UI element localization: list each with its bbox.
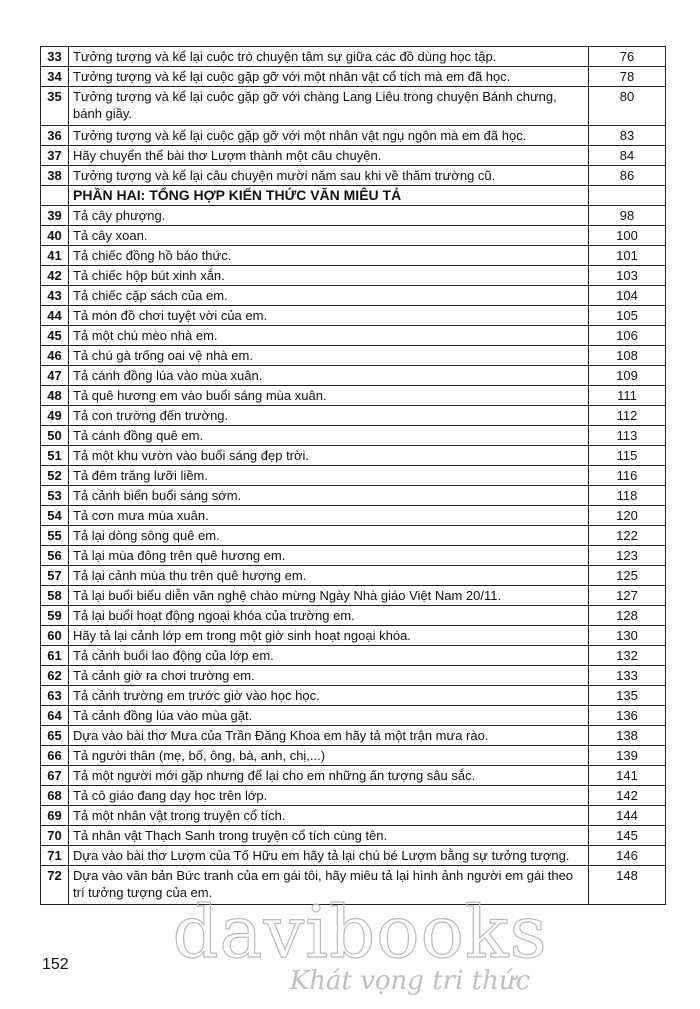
entry-number: 66 [41,746,69,766]
entry-title: Tả cảnh biển buổi sáng sớm. [69,486,589,506]
entry-page: 86 [589,166,666,186]
section-page-cell [589,186,666,206]
entry-page: 80 [589,87,666,126]
table-row [41,746,666,766]
entry-number: 70 [41,826,69,846]
entry-number: 38 [41,166,69,186]
entry-number: 49 [41,406,69,426]
entry-title: Tả một chú mèo nhà em. [69,326,589,346]
table-row [41,206,666,226]
entry-title: Tưởng tượng và kể lại cuộc gặp gỡ với chàng Lang Liêu trong chuyện Bánh chưng, bánh giầy. [69,87,589,126]
entry-number: 53 [41,486,69,506]
table-row [41,766,666,786]
entry-page: 139 [589,746,666,766]
entry-number: 36 [41,126,69,146]
entry-title: Tả cảnh giờ ra chơi trường em. [69,666,589,686]
entry-number: 72 [41,866,69,905]
table-row [41,566,666,586]
table-row [41,166,666,186]
entry-page: 103 [589,266,666,286]
entry-title: Tả đêm trăng lưỡi liềm. [69,466,589,486]
entry-number: 34 [41,67,69,87]
table-row [41,486,666,506]
entry-page: 122 [589,526,666,546]
entry-title: Dựa vào văn bản Bức tranh của em gái tôi, hãy miêu tả lại hình ảnh người em gái theo trí tưởng tượng của em. [69,866,589,905]
entry-title: Tả con trường đến trường. [69,406,589,426]
entry-page: 136 [589,706,666,726]
entry-page: 108 [589,346,666,366]
page-number: 152 [42,956,69,973]
table-row [41,87,666,126]
entry-page: 127 [589,586,666,606]
entry-title: Tả cảnh trường em trước giờ vào học học. [69,686,589,706]
entry-number: 61 [41,646,69,666]
entry-page: 98 [589,206,666,226]
table-row [41,406,666,426]
entry-number: 35 [41,87,69,126]
entry-number: 56 [41,546,69,566]
entry-title: Tả lại mùa đông trên quê hương em. [69,546,589,566]
entry-number: 39 [41,206,69,226]
entry-page: 135 [589,686,666,706]
entry-number: 33 [41,47,69,67]
entry-page: 101 [589,246,666,266]
entry-title: Tả người thân (mẹ, bố, ông, bà, anh, chị,...) [69,746,589,766]
entry-number: 60 [41,626,69,646]
entry-number: 45 [41,326,69,346]
entry-page: 142 [589,786,666,806]
table-row [41,226,666,246]
entry-page: 111 [589,386,666,406]
watermark-logo: davibooks [172,890,548,974]
entry-number: 41 [41,246,69,266]
entry-number: 68 [41,786,69,806]
table-row [41,546,666,566]
entry-page: 115 [589,446,666,466]
table-row [41,246,666,266]
entry-page: 100 [589,226,666,246]
entry-number: 58 [41,586,69,606]
table-row [41,346,666,366]
table-row [41,466,666,486]
entry-title: Tả chú gà trống oai vệ nhà em. [69,346,589,366]
entry-title: Dựa vào bài thơ Mưa của Trần Đăng Khoa em hãy tả một trận mưa rào. [69,726,589,746]
entry-page: 146 [589,846,666,866]
watermark-tagline: Khát vọng tri thức [289,966,531,996]
entry-number: 67 [41,766,69,786]
table-row [41,366,666,386]
entry-title: Tả cảnh đồng lúa vào mùa gặt. [69,706,589,726]
table-row [41,386,666,406]
entry-number: 54 [41,506,69,526]
table-row [41,646,666,666]
entry-title: Tả lại buổi biểu diễn văn nghệ chào mừng Ngày Nhà giáo Việt Nam 20/11. [69,586,589,606]
entry-title: Tả cánh đồng quê em. [69,426,589,446]
entry-number: 48 [41,386,69,406]
entry-title: Tả quê hương em vào buổi sáng mùa xuân. [69,386,589,406]
section-row [41,186,666,206]
entry-page: 112 [589,406,666,426]
entry-number: 52 [41,466,69,486]
table-row [41,826,666,846]
entry-number: 46 [41,346,69,366]
table-row [41,306,666,326]
entry-page: 109 [589,366,666,386]
entry-number: 71 [41,846,69,866]
table-row [41,806,666,826]
entry-title: Tả lại buổi hoạt động ngoại khóa của trường em. [69,606,589,626]
table-row [41,266,666,286]
entry-number: 50 [41,426,69,446]
entry-number: 42 [41,266,69,286]
table-row [41,606,666,626]
entry-number: 69 [41,806,69,826]
entry-number: 59 [41,606,69,626]
section-number-cell [41,186,69,206]
entry-page: 148 [589,866,666,905]
entry-title: Tả cảnh buổi lao động của lớp em. [69,646,589,666]
table-of-contents [40,46,666,905]
entry-title: Tả cơn mưa mùa xuân. [69,506,589,526]
entry-page: 130 [589,626,666,646]
entry-page: 141 [589,766,666,786]
entry-number: 37 [41,146,69,166]
entry-title: Tưởng tượng và kể lại câu chuyện mười năm sau khi về thăm trường cũ. [69,166,589,186]
entry-number: 65 [41,726,69,746]
entry-page: 104 [589,286,666,306]
entry-page: 132 [589,646,666,666]
table-row [41,446,666,466]
entry-title: Tả nhân vật Thạch Sanh trong truyện cổ tích cùng tên. [69,826,589,846]
table-row [41,626,666,646]
entry-title: Tả chiếc cặp sách của em. [69,286,589,306]
entry-page: 78 [589,67,666,87]
entry-title: Tả lại dòng sông quê em. [69,526,589,546]
entry-title: Dựa vào bài thơ Lượm của Tố Hữu em hãy tả lại chú bé Lượm bằng sự tưởng tượng. [69,846,589,866]
entry-page: 116 [589,466,666,486]
entry-title: Tả một khu vườn vào buổi sáng đẹp trời. [69,446,589,466]
entry-title: Tưởng tượng và kể lại cuộc trò chuyện tâm sự giữa các đồ dùng học tập. [69,47,589,67]
table-row [41,586,666,606]
entry-title: Tả một nhân vật trong truyện cổ tích. [69,806,589,826]
entry-page: 106 [589,326,666,346]
entry-number: 62 [41,666,69,686]
table-row [41,666,666,686]
entry-page: 113 [589,426,666,446]
entry-number: 44 [41,306,69,326]
table-row [41,286,666,306]
entry-title: Tả chiếc đồng hồ báo thức. [69,246,589,266]
entry-title: Tưởng tượng và kể lại cuộc gặp gỡ với một nhân vật ngụ ngôn mà em đã học. [69,126,589,146]
table-row [41,846,666,866]
table-row [41,47,666,67]
entry-number: 64 [41,706,69,726]
entry-page: 84 [589,146,666,166]
entry-page: 133 [589,666,666,686]
table-row [41,506,666,526]
entry-number: 57 [41,566,69,586]
entry-title: Tả cây phượng. [69,206,589,226]
table-row [41,786,666,806]
entry-page: 144 [589,806,666,826]
entry-title: Tưởng tượng và kể lại cuộc gặp gỡ với một nhân vật cổ tích mà em đã học. [69,67,589,87]
entry-title: Hãy chuyển thể bài thơ Lượm thành một câu chuyện. [69,146,589,166]
entry-number: 63 [41,686,69,706]
table-row [41,426,666,446]
table-row [41,686,666,706]
entry-page: 120 [589,506,666,526]
entry-page: 105 [589,306,666,326]
entry-title: Hãy tả lại cảnh lớp em trong một giờ sinh hoạt ngoại khóa. [69,626,589,646]
section-heading: PHẦN HAI: TỔNG HỢP KIẾN THỨC VĂN MIÊU TẢ [69,186,589,206]
entry-title: Tả cây xoan. [69,226,589,246]
table-row [41,67,666,87]
entry-title: Tả lại cảnh mùa thu trên quê hương em. [69,566,589,586]
entry-number: 51 [41,446,69,466]
toc-body [41,47,666,905]
entry-title: Tả chiếc hộp bút xinh xắn. [69,266,589,286]
entry-page: 83 [589,126,666,146]
table-row [41,326,666,346]
entry-title: Tả cánh đồng lúa vào mùa xuân. [69,366,589,386]
entry-title: Tả cô giáo đang dạy học trên lớp. [69,786,589,806]
entry-page: 118 [589,486,666,506]
entry-title: Tả một người mới gặp nhưng để lại cho em những ấn tượng sâu sắc. [69,766,589,786]
table-row [41,726,666,746]
entry-number: 55 [41,526,69,546]
entry-number: 40 [41,226,69,246]
entry-page: 76 [589,47,666,67]
entry-page: 128 [589,606,666,626]
entry-page: 145 [589,826,666,846]
entry-page: 138 [589,726,666,746]
table-row [41,526,666,546]
entry-number: 47 [41,366,69,386]
entry-page: 125 [589,566,666,586]
table-row [41,706,666,726]
entry-title: Tả món đồ chơi tuyệt vời của em. [69,306,589,326]
table-row [41,126,666,146]
table-row [41,146,666,166]
entry-page: 123 [589,546,666,566]
entry-number: 43 [41,286,69,306]
